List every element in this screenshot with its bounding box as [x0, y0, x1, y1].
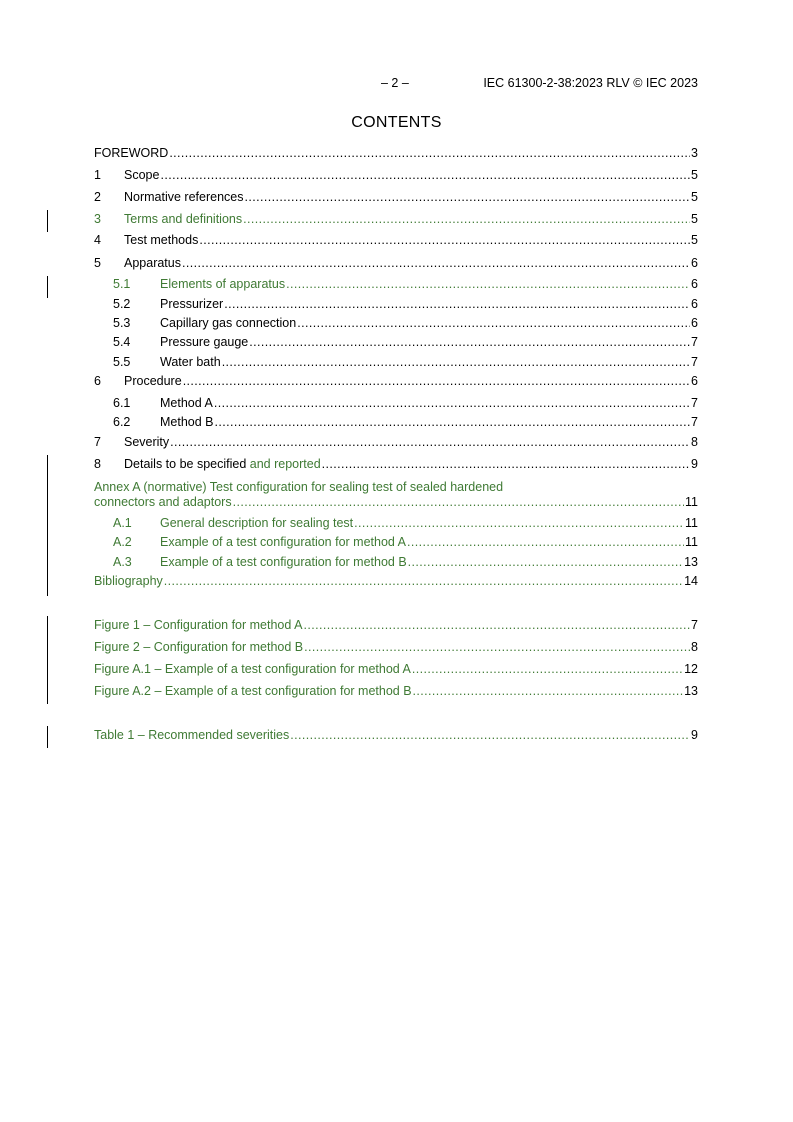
toc-label: General description for sealing test: [160, 516, 354, 530]
leader-dots: [249, 334, 690, 350]
change-bar: [47, 616, 48, 704]
change-bar: [47, 726, 48, 748]
leader-dots: [286, 276, 690, 292]
toc-number: 5.3: [113, 316, 131, 330]
change-bar: [47, 210, 48, 232]
leader-dots: [199, 232, 690, 248]
toc-page: 11: [685, 535, 698, 549]
toc-number: 2: [94, 190, 101, 204]
toc-page: 11: [685, 495, 698, 509]
toc-entry-general-description[interactable]: [94, 515, 698, 531]
leader-dots: [304, 639, 690, 655]
leader-dots: [297, 315, 690, 331]
figure-page: 7: [691, 618, 698, 632]
toc-label: Method B: [160, 415, 214, 429]
toc-number: A.3: [113, 555, 132, 569]
toc-number: 1: [94, 168, 101, 182]
toc-number: 5.4: [113, 335, 131, 349]
leader-dots: [183, 373, 690, 389]
toc-number: 5: [94, 256, 101, 270]
change-bar: [47, 276, 48, 298]
leader-dots: [408, 554, 683, 570]
toc-entry-details-to-be-specified[interactable]: [94, 456, 698, 472]
toc-entry-annex-method-a[interactable]: [94, 534, 698, 550]
toc-label-original: Details to be specified: [124, 457, 247, 471]
toc-label: Water bath: [160, 355, 221, 369]
toc-entry-apparatus[interactable]: [94, 255, 698, 271]
figure-label: Figure 1 – Configuration for method A: [94, 618, 303, 632]
leader-dots: [233, 494, 684, 510]
toc-entry-capillary-gas-connection[interactable]: [94, 315, 698, 331]
leader-dots: [182, 255, 690, 271]
toc-page: 6: [691, 374, 698, 388]
toc-label: Apparatus: [124, 256, 181, 270]
toc-entry-method-a[interactable]: [94, 395, 698, 411]
leader-dots: [243, 211, 690, 227]
toc-label: Example of a test configuration for method B: [160, 555, 407, 569]
toc-page: 5: [691, 190, 698, 204]
toc-entry-scope[interactable]: [94, 167, 698, 183]
toc-entry-normative-references[interactable]: [94, 189, 698, 205]
toc-page: 5: [691, 168, 698, 182]
toc-entry-severity[interactable]: [94, 434, 698, 450]
toc-entry-method-b[interactable]: [94, 414, 698, 430]
toc-number: 7: [94, 435, 101, 449]
toc-entry-annex-a[interactable]: [94, 494, 698, 510]
toc-number: 6.1: [113, 396, 131, 410]
figure-page: 13: [684, 684, 698, 698]
toc-page: 14: [684, 574, 698, 588]
toc-entry-procedure[interactable]: [94, 373, 698, 389]
toc-label-added: and reported: [246, 457, 321, 471]
toc-label: Procedure: [124, 374, 182, 388]
toc-page: 7: [691, 396, 698, 410]
toc-label: Normative references: [124, 190, 244, 204]
page-number: – 2 –: [381, 76, 409, 90]
leader-dots: [214, 395, 690, 411]
toc-entry-elements-of-apparatus[interactable]: [94, 276, 698, 292]
toc-page: 6: [691, 256, 698, 270]
figure-entry[interactable]: [94, 683, 698, 699]
toc-number: 4: [94, 233, 101, 247]
figure-label: Figure A.1 – Example of a test configuration for method A: [94, 662, 411, 676]
leader-dots: [290, 727, 690, 743]
table-label: Table 1 – Recommended severities: [94, 728, 290, 742]
toc-label: connectors and adaptors: [94, 495, 232, 509]
table-entry[interactable]: [94, 727, 698, 743]
toc-page: 7: [691, 415, 698, 429]
leader-dots: [412, 661, 683, 677]
toc-page: 6: [691, 297, 698, 311]
toc-page: 13: [684, 555, 698, 569]
toc-label: FOREWORD: [94, 146, 169, 160]
figure-page: 8: [691, 640, 698, 654]
toc-number: 8: [94, 457, 101, 471]
leader-dots: [322, 456, 690, 472]
figure-label: Figure A.2 – Example of a test configuration for method B: [94, 684, 412, 698]
leader-dots: [160, 167, 690, 183]
toc-label: Test methods: [124, 233, 199, 247]
figure-page: 12: [684, 662, 698, 676]
toc-label: Bibliography: [94, 574, 163, 588]
table-page: 9: [691, 728, 698, 742]
toc-label: Pressurizer: [160, 297, 224, 311]
toc-page: 7: [691, 355, 698, 369]
toc-entry-terms-and-definitions[interactable]: [94, 211, 698, 227]
toc-page: 8: [691, 435, 698, 449]
toc-number: 6.2: [113, 415, 131, 429]
toc-label: Example of a test configuration for method A: [160, 535, 406, 549]
leader-dots: [215, 414, 691, 430]
leader-dots: [169, 145, 690, 161]
page-header: [94, 76, 698, 92]
toc-label: Method A: [160, 396, 213, 410]
change-bar: [47, 455, 48, 596]
toc-number: 5.2: [113, 297, 131, 311]
toc-number: A.2: [113, 535, 132, 549]
figure-entry[interactable]: [94, 639, 698, 655]
toc-page: 5: [691, 212, 698, 226]
toc-label: Scope: [124, 168, 160, 182]
toc-page: 5: [691, 233, 698, 247]
toc-number: 5.5: [113, 355, 131, 369]
standard-identifier: IEC 61300-2-38:2023 RLV © IEC 2023: [483, 76, 698, 90]
toc-page: 6: [691, 277, 698, 291]
toc-number: 6: [94, 374, 101, 388]
toc-page: 7: [691, 335, 698, 349]
toc-number: A.1: [113, 516, 132, 530]
figure-label: Figure 2 – Configuration for method B: [94, 640, 304, 654]
toc-page: 11: [685, 516, 698, 530]
toc-entry-water-bath[interactable]: [94, 354, 698, 370]
leader-dots: [354, 515, 684, 531]
toc-label: Severity: [124, 435, 170, 449]
toc-label: [124, 456, 321, 472]
figure-entry[interactable]: [94, 617, 698, 633]
leader-dots: [413, 683, 684, 699]
leader-dots: [164, 573, 683, 589]
toc-entry-pressure-gauge[interactable]: [94, 334, 698, 350]
figure-entry[interactable]: [94, 661, 698, 677]
toc-label: Terms and definitions: [124, 212, 243, 226]
toc-page: 3: [691, 146, 698, 160]
toc-label: Pressure gauge: [160, 335, 249, 349]
leader-dots: [224, 296, 690, 312]
annex-a-title-line1[interactable]: Annex A (normative) Test configuration for sealing test of sealed hardened: [94, 480, 504, 494]
toc-entry-foreword[interactable]: [94, 145, 698, 161]
toc-page: 6: [691, 316, 698, 330]
toc-entry-annex-method-b[interactable]: [94, 554, 698, 570]
leader-dots: [303, 617, 690, 633]
toc-entry-test-methods[interactable]: [94, 232, 698, 248]
toc-entry-pressurizer[interactable]: [94, 296, 698, 312]
toc-label: Elements of apparatus: [160, 277, 286, 291]
leader-dots: [222, 354, 690, 370]
toc-label: Capillary gas connection: [160, 316, 297, 330]
toc-entry-bibliography[interactable]: [94, 573, 698, 589]
leader-dots: [407, 534, 684, 550]
page-title: CONTENTS: [351, 114, 442, 131]
toc-number: 3: [94, 212, 101, 226]
leader-dots: [170, 434, 690, 450]
toc-number: 5.1: [113, 277, 131, 291]
toc-page: 9: [691, 457, 698, 471]
leader-dots: [245, 189, 691, 205]
